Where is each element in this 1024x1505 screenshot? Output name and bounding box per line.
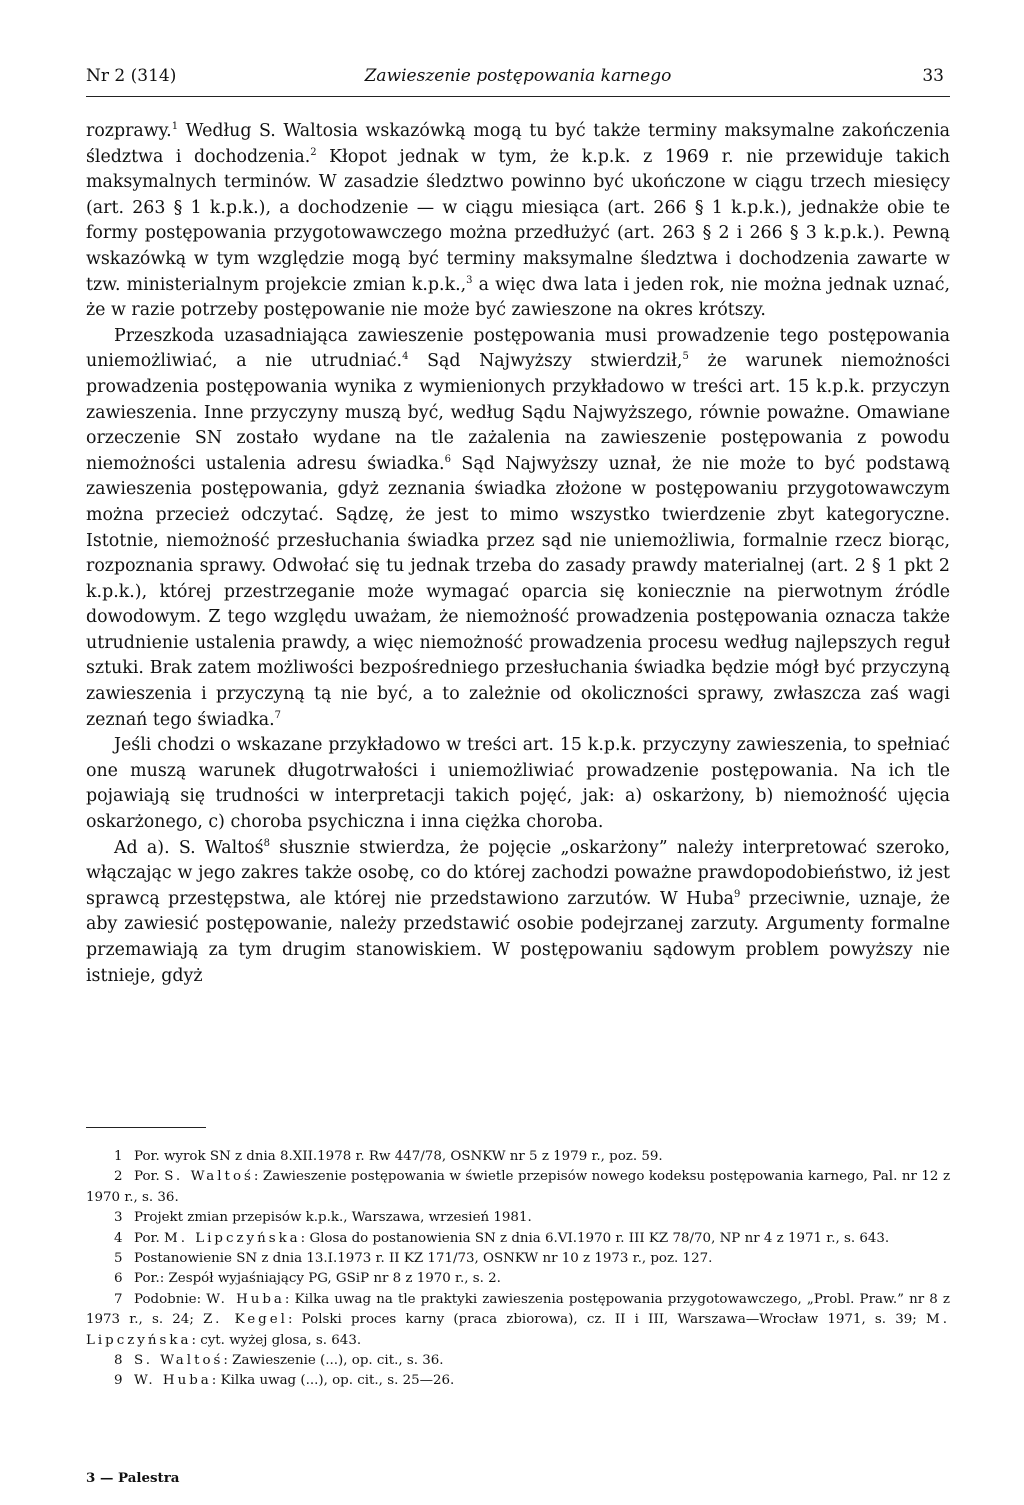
running-header — [86, 66, 950, 96]
text-run: : Polski proces karny (praca zbiorowa), cz. II i III, Warszawa—Wrocław 1971, s. 39; — [287, 1312, 927, 1328]
text-run: : Zawieszenie (...), op. cit., s. 36. — [223, 1353, 444, 1369]
footnote-item — [86, 1249, 950, 1269]
text-run: : Glosa do postanowienia SN z dnia 6.VI.1970 r. III KZ 78/70, NP nr 4 z 1971 r., s. 643. — [300, 1230, 890, 1246]
footnote-item — [86, 1147, 950, 1167]
footnote-number: 2 — [114, 1169, 123, 1185]
page-number: 33 — [922, 66, 944, 86]
text-run: Sąd Najwyższy uznał, że nie może to być podstawą zawieszenia postępowania, gdyż zeznania świadka złożone w postępowaniu przygotowawczym można przecież odczytać. Sądzę, że jest to mimo wszystko twierdzenie zbyt kategoryczne. Istotnie, niemożność przesłuchania świadka przez sąd nie uniemożliwia, formalnie rzecz biorąc, rozpoznania sprawy. Odwołać się tu jednak trzeba do zasady prawdy materialnej (art. 2 § 1 pkt 2 k.p.k.), której przestrzeganie może wymagać oparcia się koniecznie na pierwotnym źródle dowodowym. Z tego względu uważam, że niemożność prowadzenia postępowania oznacza także utrudnienie ustalenia prawdy, a więc niemożność prowadzenia procesu według najlepszych reguł sztuki. Brak zatem możliwości bezpośredniego przesłuchania świadka będzie mógł być przyczyną zawieszenia i przyczyną tą nie być, a to zależnie od okoliczności sprawy, zwłaszcza zaś wagi zeznań tego świadka. — [86, 453, 950, 730]
text-run: Postanowienie SN z dnia 13.I.1973 r. II KZ 171/73, OSNKW nr 10 z 1973 r., poz. 127. — [134, 1251, 713, 1267]
footnote-reference: 4 — [402, 351, 409, 363]
body-paragraph — [86, 836, 950, 990]
footnote-item — [86, 1229, 950, 1249]
body-paragraph — [86, 324, 950, 734]
text-run: Podobnie: — [134, 1291, 207, 1307]
author-name: W. Huba — [134, 1373, 212, 1389]
text-run: Według S. Waltosia wskazówką mogą tu być także terminy maksymalne zakończenia śledztwa i dochodzenia. — [86, 121, 950, 167]
footnote-item — [86, 1290, 950, 1351]
footnote-reference: 6 — [444, 453, 451, 465]
article-body — [86, 119, 950, 989]
footnote-item — [86, 1351, 950, 1371]
text-run: a więc dwa lata i jeden rok, nie można jednak uznać, że w razie potrzeby postępowanie nie może być zawieszone na okres krótszy. — [86, 274, 950, 321]
text-run: Kłopot jednak w tym, że k.p.k. z 1969 r. nie przewiduje takich maksymalnych terminów. W zasadzie śledztwo powinno być ukończone w ciągu trzech miesięcy (art. 263 § 1 k.p.k.), a dochodzenie — w ciągu miesiąca (art. 266 § 1 k.p.k.), jednakże obie te formy postępowania przygotowawczego można przedłużyć (art. 263 § 2 i 266 § 3 k.p.k.). Pewną wskazówką w tym względzie mogą być terminy maksymalne śledztwa i dochodzenia zawarte w tzw. ministerialnym projekcie zmian k.p.k., — [86, 146, 950, 295]
author-name: W. Huba — [206, 1291, 285, 1307]
text-run: Sąd Najwyższy stwierdził, — [408, 351, 683, 372]
text-run: Jeśli chodzi o wskazane przykładowo w treści art. 15 k.p.k. przyczyny zawieszenia, to spełniać one muszą warunek długotrwałości i uniemożliwiać prowadzenie postępowania. Na ich tle pojawiają się trudności w interpretacji takich pojęć, jak: a) oskarżony, b) niemożność ujęcia oskarżonego, c) choroba psychiczna i inna ciężka choroba. — [86, 735, 950, 833]
text-run: Ad a). S. Waltoś — [114, 837, 264, 858]
header-rule — [86, 96, 950, 97]
text-run: Projekt zmian przepisów k.p.k., Warszawa, wrzesień 1981. — [134, 1210, 532, 1226]
footnote-reference: 3 — [466, 274, 473, 286]
body-paragraph — [86, 733, 950, 835]
footnote-reference: 7 — [274, 709, 282, 721]
text-run: : cyt. wyżej glosa, s. 643. — [191, 1332, 362, 1348]
footnote-item — [86, 1371, 950, 1391]
footnote-number: 3 — [114, 1210, 123, 1226]
footnote-number: 5 — [114, 1251, 123, 1267]
footnote-item — [86, 1167, 950, 1208]
footnote-number: 8 — [114, 1353, 123, 1369]
footnote-separator — [86, 1127, 206, 1128]
running-title: Zawieszenie postępowania karnego — [364, 66, 672, 86]
body-paragraph — [86, 119, 950, 324]
document-page — [86, 0, 950, 1505]
text-run: : Zawieszenie postępowania w świetle przepisów nowego kodeksu postępowania karnego, Pal. nr 12 z 1970 r., s. 36. — [86, 1169, 950, 1205]
text-run: że warunek niemożności prowadzenia postępowania wynika z wymienionych przykładowo w treści art. 15 k.p.k. przyczyn zawieszenia. Inne przyczyny muszą być, według Sądu Najwyższego, równie poważne. Omawiane orzeczenie SN zostało wydane na tle zażalenia na zawieszenie postępowania z powodu niemożności ustalenia adresu świadka. — [86, 351, 950, 474]
footnote-number: 6 — [114, 1271, 123, 1287]
author-name: S. Waltoś — [134, 1353, 224, 1369]
author-name: S. Waltoś — [164, 1169, 254, 1185]
author-name: M. Lipczyńska — [163, 1230, 301, 1246]
text-run: : Kilka uwag na tle praktyki zawieszenia postępowania przygotowawczego, „Probl. Praw.” nr 8 z 1973 r., s. 24; — [86, 1291, 950, 1328]
footnote-reference: 8 — [263, 837, 270, 849]
footnote-item — [86, 1208, 950, 1228]
text-run: słusznie stwierdza, że pojęcie „oskarżony” należy interpretować szeroko, włączając w jego zakres także osobę, co do której zachodzi poważne prawdopodobieństwo, iż jest sprawcą przestępstwa, ale której nie przedstawiono zarzutów. W Huba — [86, 837, 950, 909]
text-run: rozprawy. — [86, 121, 172, 141]
footnote-item — [86, 1269, 950, 1289]
issue-number: Nr 2 (314) — [86, 66, 177, 86]
footnote-number: 4 — [114, 1230, 123, 1246]
signature-footer: 3 — Palestra — [86, 1470, 180, 1486]
author-name: Z. Kegel — [203, 1312, 288, 1328]
footnote-reference: 9 — [734, 889, 741, 901]
text-run: Por.: Zespół wyjaśniający PG, GSiP nr 8 z 1970 r., s. 2. — [134, 1271, 501, 1287]
footnote-reference: 5 — [682, 351, 689, 363]
footnote-number: 7 — [114, 1291, 123, 1307]
author-name: M. Lipczyńska — [86, 1312, 950, 1348]
footnote-reference: 2 — [310, 146, 317, 158]
footnotes — [86, 1147, 950, 1392]
footnote-number: 9 — [114, 1373, 123, 1389]
text-run: Por. wyrok SN z dnia 8.XII.1978 r. Rw 447/78, OSNKW nr 5 z 1979 r., poz. 59. — [134, 1149, 663, 1164]
text-run: Por. — [134, 1230, 164, 1246]
text-run: Por. — [134, 1169, 165, 1185]
text-run: : Kilka uwag (...), op. cit., s. 25—26. — [211, 1373, 455, 1389]
footnote-number: 1 — [114, 1149, 123, 1164]
footnote-reference: 1 — [171, 121, 179, 133]
text-run: Przeszkoda uzasadniająca zawieszenie postępowania musi prowadzenie tego postępowania uniemożliwiać, a nie utrudniać. — [86, 325, 950, 372]
text-run: przeciwnie, uznaje, że aby zawiesić postępowanie, należy przedstawić osobie podejrzanej zarzuty. Argumenty formalne przemawiają za tym drugim stanowiskiem. W postępowaniu sądowym problem powyższy nie istnieje, gdyż — [86, 888, 950, 986]
